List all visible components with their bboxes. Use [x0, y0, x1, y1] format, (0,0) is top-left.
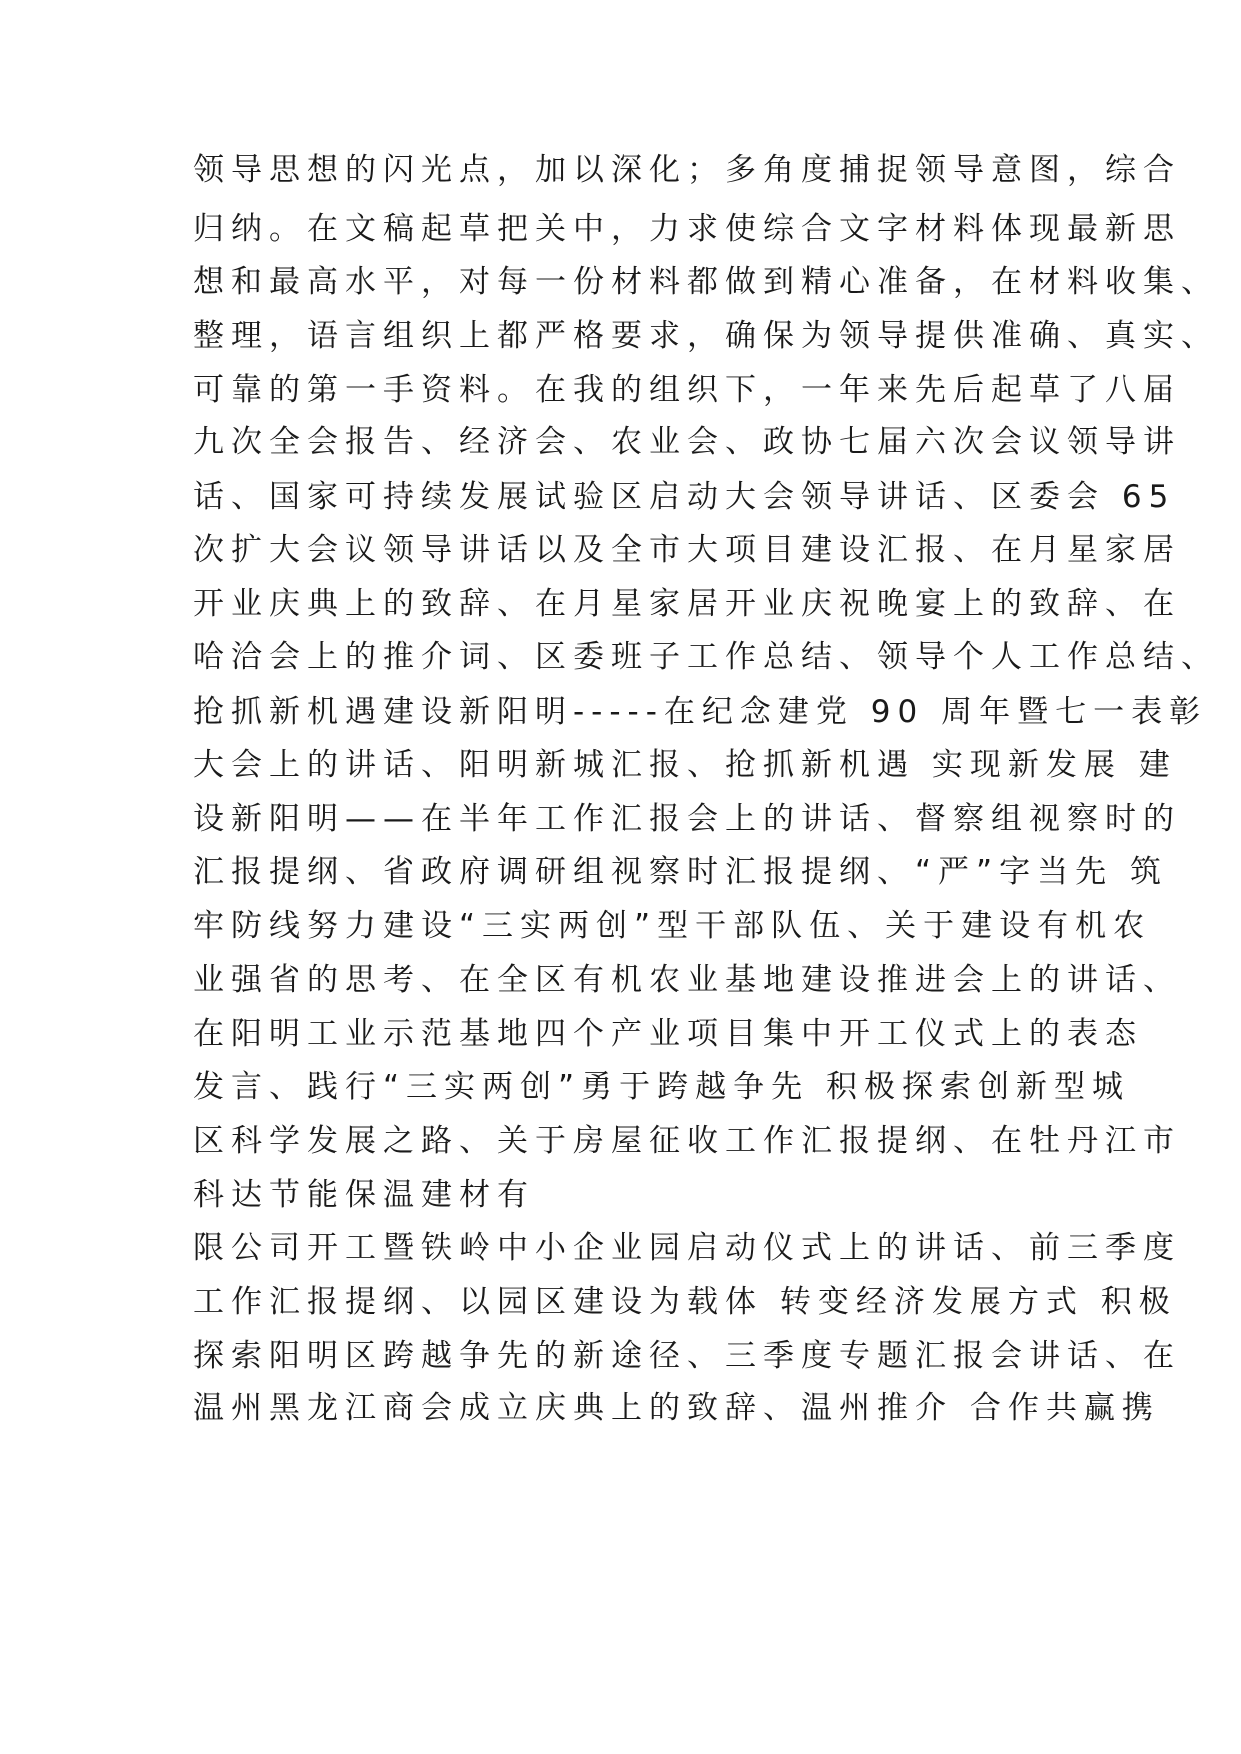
body-text-line: 探索阳明区跨越争先的新途径、三季度专题汇报会讲话、在	[193, 1338, 1181, 1374]
body-text-line: 可靠的第一手资料。在我的组织下，一年来先后起草了八届	[193, 372, 1181, 408]
body-text-line: 限公司开工暨铁岭中小企业园启动仪式上的讲话、前三季度	[193, 1230, 1181, 1266]
body-text-line: 区科学发展之路、关于房屋征收工作汇报提纲、在牡丹江市	[193, 1123, 1181, 1159]
body-text-line: 九次全会报告、经济会、农业会、政协七届六次会议领导讲	[193, 424, 1181, 460]
body-text-line: 抢抓新机遇建设新阳明-----在纪念建党 90 周年暨七一表彰	[193, 694, 1208, 730]
body-text-line: 发言、践行“三实两创”勇于跨越争先 积极探索创新型城	[193, 1069, 1130, 1105]
body-text-line: 整理，语言组织上都严格要求，确保为领导提供准确、真实、	[193, 318, 1219, 354]
body-text-line: 在阳明工业示范基地四个产业项目集中开工仪式上的表态	[193, 1016, 1143, 1052]
body-text-line: 设新阳明——在半年工作汇报会上的讲话、督察组视察时的	[193, 801, 1181, 837]
body-text-line: 大会上的讲话、阳明新城汇报、抢抓新机遇 实现新发展 建	[193, 747, 1177, 783]
body-text-line: 温州黑龙江商会成立庆典上的致辞、温州推介 合作共赢携	[193, 1390, 1160, 1426]
body-text-line: 次扩大会议领导讲话以及全市大项目建设汇报、在月星家居	[193, 532, 1181, 568]
body-text-line: 牢防线努力建设“三实两创”型干部队伍、关于建设有机农	[193, 908, 1152, 944]
body-text-line: 哈洽会上的推介词、区委班子工作总结、领导个人工作总结、	[193, 639, 1219, 675]
body-text-line: 想和最高水平，对每一份材料都做到精心准备，在材料收集、	[193, 264, 1219, 300]
body-text-line: 开业庆典上的致辞、在月星家居开业庆祝晚宴上的致辞、在	[193, 586, 1181, 622]
body-text-line: 汇报提纲、省政府调研组视察时汇报提纲、“严”字当先 筑	[193, 854, 1168, 890]
body-text-line: 业强省的思考、在全区有机农业基地建设推进会上的讲话、	[193, 962, 1181, 998]
body-text-line: 话、国家可持续发展试验区启动大会领导讲话、区委会 65	[193, 479, 1176, 515]
body-text-line: 科达节能保温建材有	[193, 1177, 535, 1213]
body-text-line: 工作汇报提纲、以园区建设为载体 转变经济发展方式 积极	[193, 1284, 1177, 1320]
body-text-line: 领导思想的闪光点，加以深化；多角度捕捉领导意图，综合	[193, 152, 1181, 188]
body-text-line: 归纳。在文稿起草把关中，力求使综合文字材料体现最新思	[193, 211, 1181, 247]
